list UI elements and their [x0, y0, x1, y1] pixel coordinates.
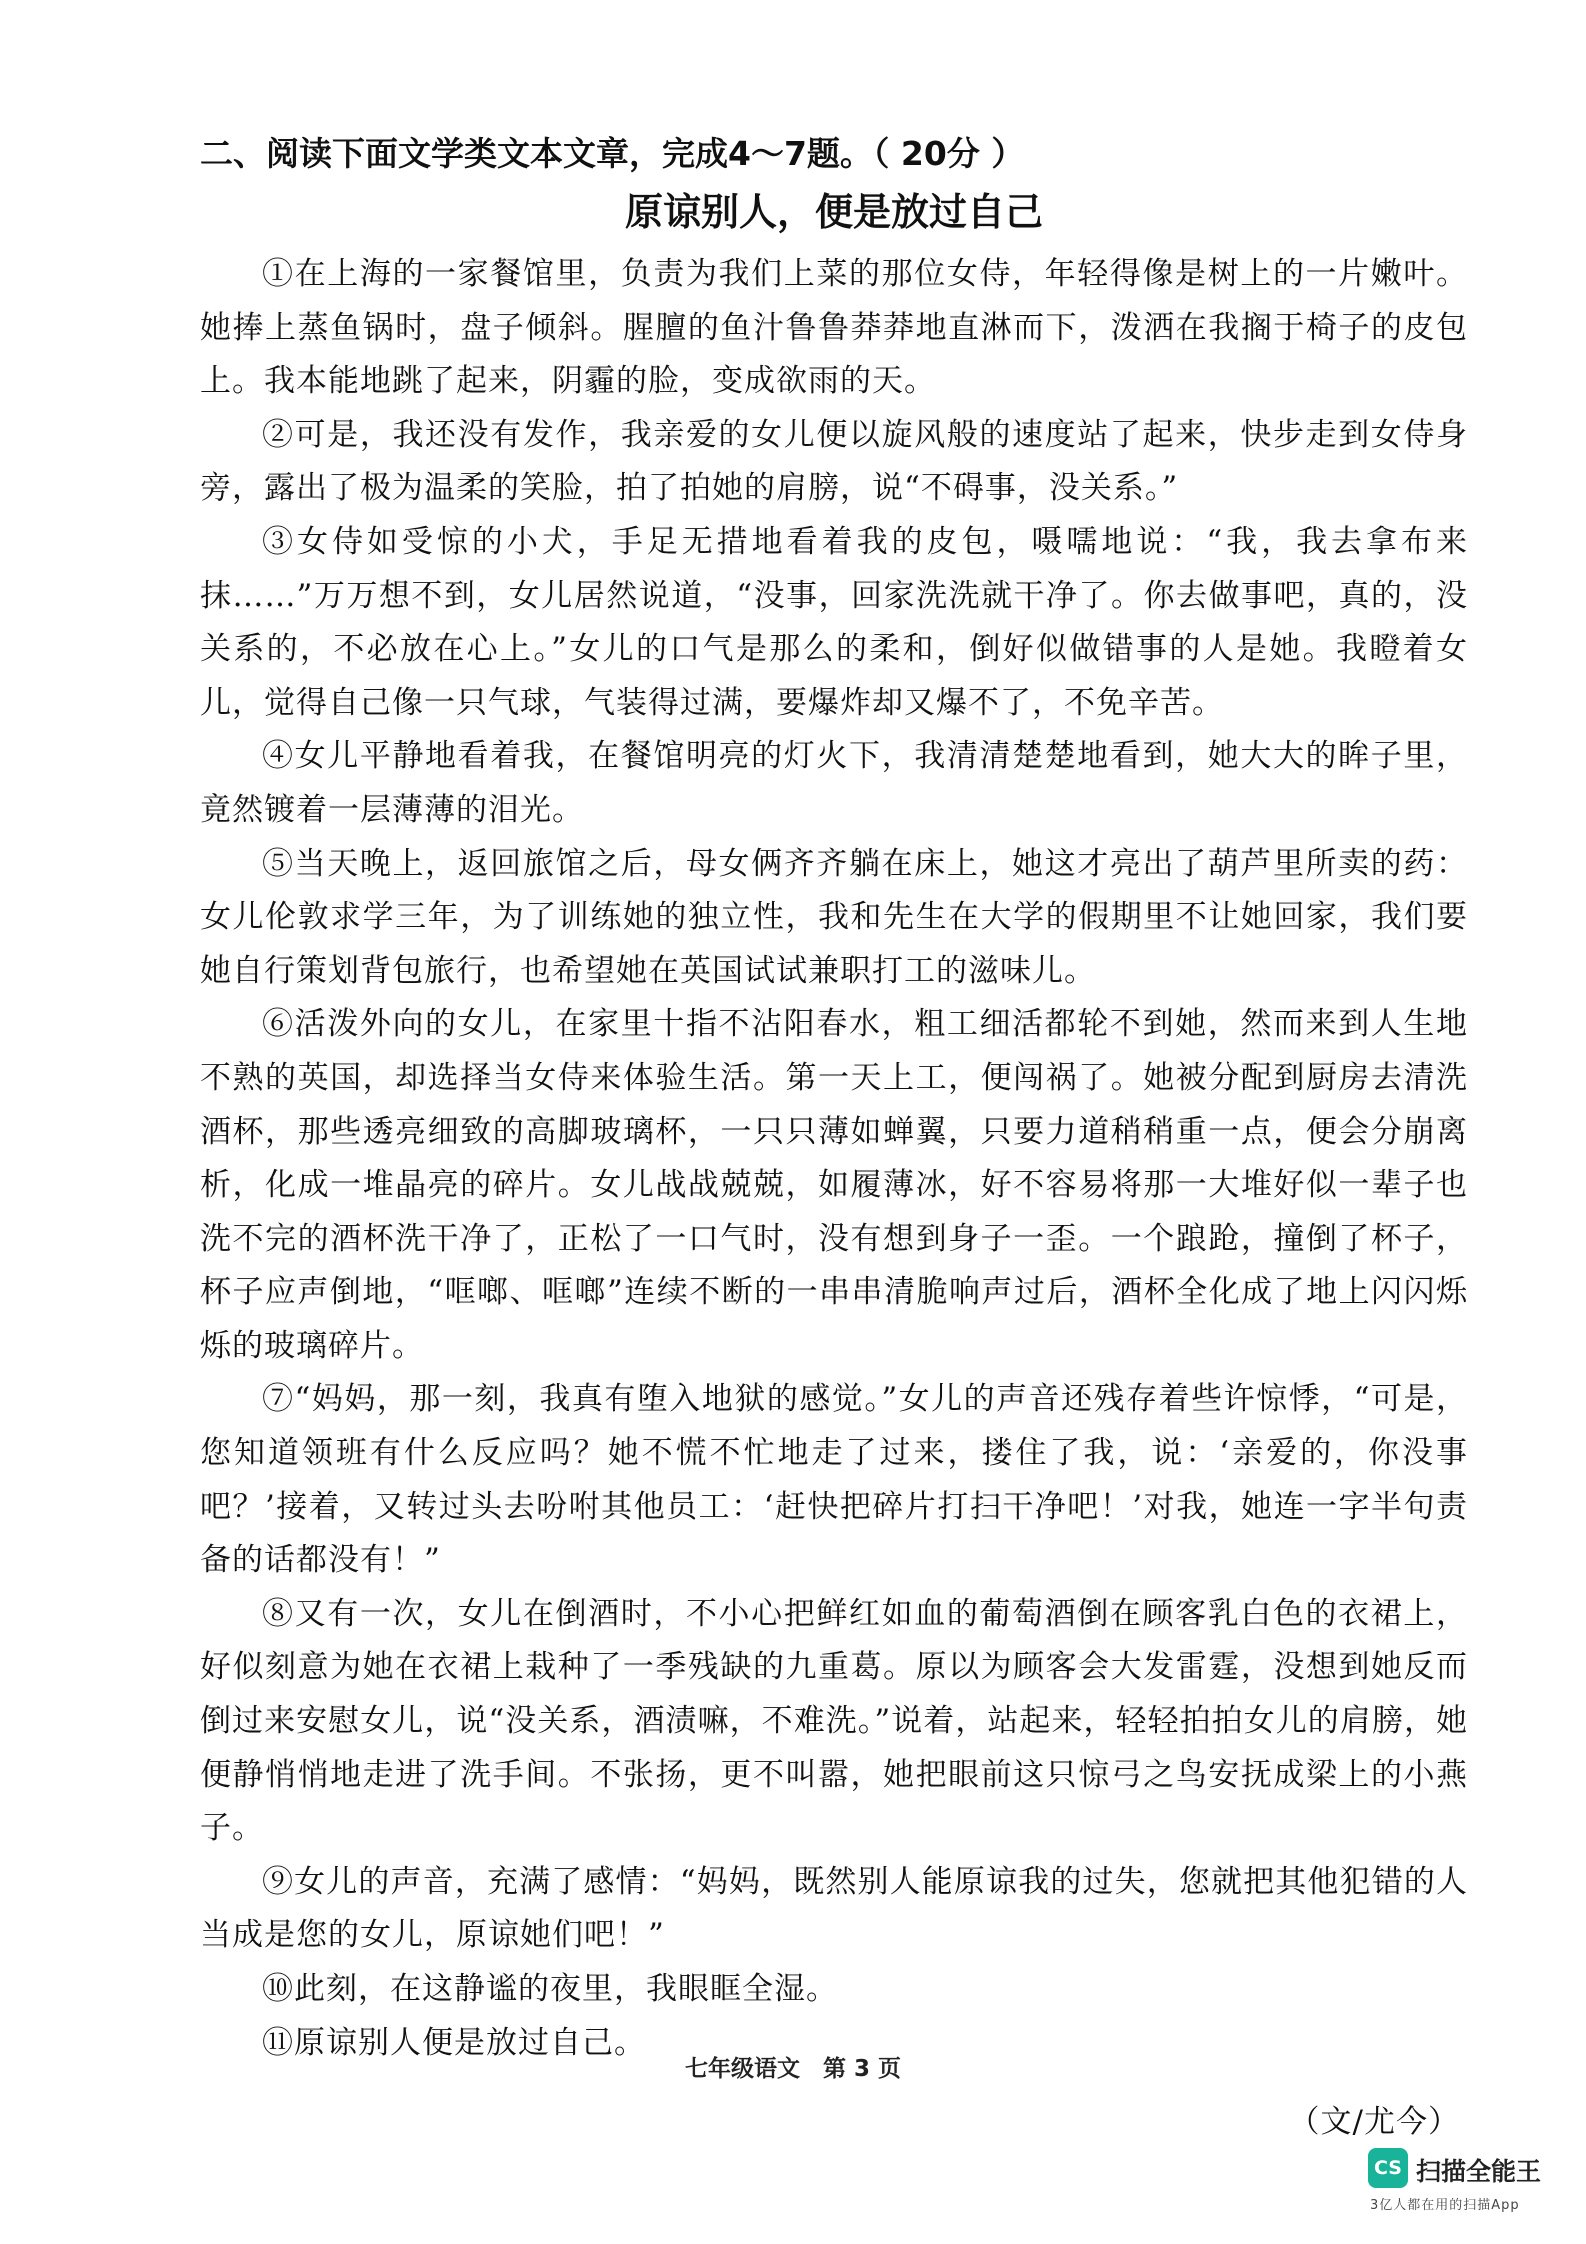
exam-page [200, 128, 1468, 2150]
paragraph-6: ⑥活泼外向的女儿，在家里十指不沾阳春水，粗工细活都轮不到她，然而来到人生地不熟的英国，却选择当女侍来体验生活。第一天上工，便闯祸了。她被分配到厨房去清洗酒杯，那些透亮细致的高脚玻璃杯，一只只薄如蝉翼，只要力道稍稍重一点，便会分崩离析，化成一堆晶亮的碎片。女儿战战兢兢，如履薄冰，好不容易将那一大堆好似一辈子也洗不完的酒杯洗干净了，正松了一口气时，没有想到身子一歪。一个踉跄，撞倒了杯子，杯子应声倒地，“哐啷、哐啷”连续不断的一串串清脆响声过后，酒杯全化成了地上闪闪烁烁的玻璃碎片。 [200, 1006, 1468, 1364]
paragraph-1: ①在上海的一家餐馆里，负责为我们上菜的那位女侍，年轻得像是树上的一片嫩叶。她捧上蒸鱼锅时，盘子倾斜。腥膻的鱼汁鲁鲁莽莽地直淋而下，泼洒在我搁于椅子的皮包上。我本能地跳了起来，阴霾的脸，变成欲雨的天。 [200, 256, 1468, 400]
section-heading: 二、阅读下面文学类文本文章，完成4～7题。（ 20分 ） [200, 134, 1025, 173]
article-author: （文/尤今） [1288, 2104, 1460, 2141]
paragraph-3: ③女侍如受惊的小犬，手足无措地看着我的皮包，嗫嚅地说：“我，我去拿布来抹……”万万想不到，女儿居然说道，“没事，回家洗洗就干净了。你去做事吧，真的，没关系的，不必放在心上。”女儿的口气是那么的柔和，倒好似做错事的人是她。我瞪着女儿，觉得自己像一只气球，气装得过满，要爆炸却又爆不了，不免辛苦。 [200, 523, 1468, 721]
watermark-app-name: 扫描全能王 [1416, 2157, 1542, 2186]
page-footer: 七年级语文 第 3 页 [684, 2056, 902, 2082]
paragraph-4: ④女儿平静地看着我，在餐馆明亮的灯火下，我清清楚楚地看到，她大大的眸子里，竟然镀着一层薄薄的泪光。 [200, 738, 1468, 828]
scanner-watermark [1368, 2148, 1568, 2218]
paragraph-7: ⑦“妈妈，那一刻，我真有堕入地狱的感觉。”女儿的声音还残存着些许惊悸，“可是，您知道领班有什么反应吗？她不慌不忙地走了过来，搂住了我，说：‘亲爱的，你没事吧？’接着，又转过头去吩咐其他员工：‘赶快把碎片打扫干净吧！’对我，她连一字半句责备的话都没有！” [200, 1381, 1468, 1579]
paragraph-8: ⑧又有一次，女儿在倒酒时，不小心把鲜红如血的葡萄酒倒在顾客乳白色的衣裙上，好似刻意为她在衣裙上栽种了一季残缺的九重葛。原以为顾客会大发雷霆，没想到她反而倒过来安慰女儿，说“没关系，酒渍嘛，不难洗。”说着，站起来，轻轻拍拍女儿的肩膀，她便静悄悄地走进了洗手间。不张扬，更不叫嚣，她把眼前这只惊弓之鸟安抚成梁上的小燕子。 [200, 1595, 1468, 1847]
paragraph-11: ⑪原谅别人便是放过自己。 [262, 2024, 646, 2061]
article-title: 原谅别人，便是放过自己 [624, 190, 1043, 234]
paragraph-9: ⑨女儿的声音，充满了感情：“妈妈，既然别人能原谅我的过失，您就把其他犯错的人当成是您的女儿，原谅她们吧！” [200, 1863, 1468, 1954]
camscanner-logo-icon: CS [1368, 2148, 1408, 2188]
watermark-tagline: 3亿人都在用的扫描App [1370, 2198, 1520, 2213]
paragraph-2: ②可是，我还没有发作，我亲爱的女儿便以旋风般的速度站了起来，快步走到女侍身旁，露出了极为温柔的笑脸，拍了拍她的肩膀，说“不碍事，没关系。” [200, 416, 1468, 507]
paragraph-10: ⑩此刻，在这静谧的夜里，我眼眶全湿。 [262, 1971, 838, 2007]
paragraph-5: ⑤当天晚上，返回旅馆之后，母女俩齐齐躺在床上，她这才亮出了葫芦里所卖的药：女儿伦敦求学三年，为了训练她的独立性，我和先生在大学的假期里不让她回家，我们要她自行策划背包旅行，也希望她在英国试试兼职打工的滋味儿。 [200, 845, 1468, 989]
